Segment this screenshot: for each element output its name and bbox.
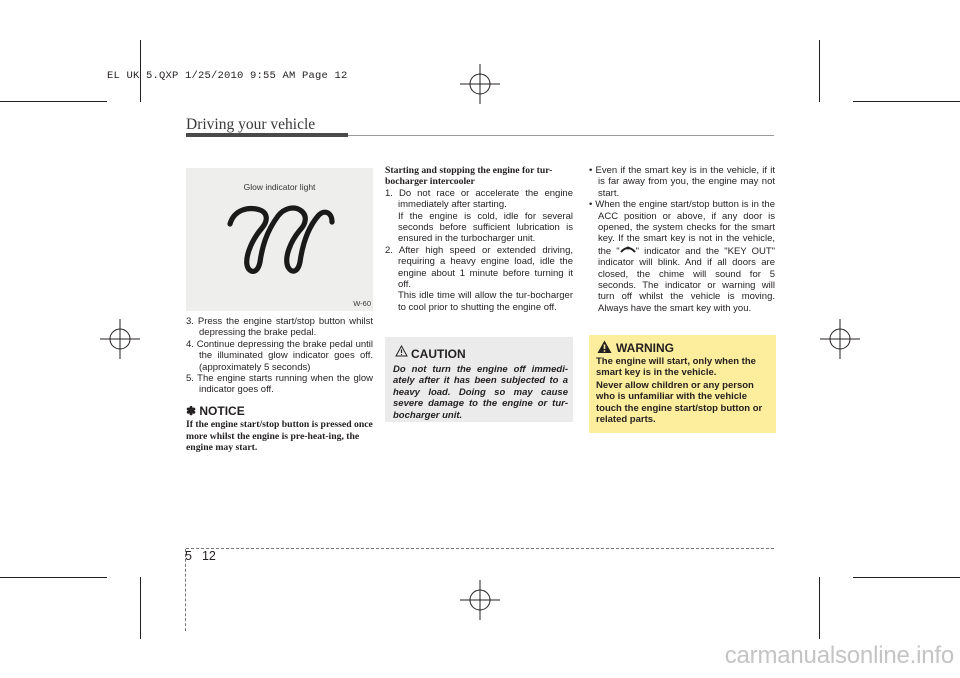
crop-mark [853,577,960,578]
left-column [186,316,373,454]
warning-text [596,356,772,425]
caution-heading: CAUTION [411,347,466,361]
turbo-item-2: 2. After high speed or extended driving, requiring a heavy engine load, idle the engine about 1 minute before turning it off. [385,244,573,291]
watermark-text: carmanualsonline.info [724,642,954,669]
crop-mark [853,101,960,102]
bullet-item: • Even if the smart key is in the vehicle, if it is far away from you, the engine may not start. [589,165,775,199]
bullet-2-text-b: " indicator and the "KEY OUT" indicator will blink. And if all doors are closed, the chime will sound for 5 seconds. The indicator or warning will turn off whilst the vehicle is moving. Always have the smart key with you. [598,245,775,314]
crop-mark [0,577,107,578]
glow-indicator-figure [186,168,373,311]
step-3: 3. Press the engine start/stop button whilst depressing the brake pedal. [186,316,373,339]
caution-text: Do not turn the engine off immedi-ately after it has been subjected to a heavy load. Doing so may cause severe damage to the engine or tur-bocharger unit. [393,364,568,421]
notice-heading: ✽ NOTICE [186,403,245,418]
chapter-number: 5 [185,549,192,563]
registration-mark-icon [460,580,500,620]
step-4: 4. Continue depressing the brake pedal until the illuminated glow indicator goes off. (approximately 5 seconds) [186,338,373,373]
key-indicator-icon [620,245,636,254]
middle-column [385,165,573,313]
notice-text: If the engine start/stop button is pressed once more whilst the engine is pre-heat-ing, the engine may start. [186,419,373,454]
crop-mark [0,101,107,102]
glow-plug-coil-icon [226,202,336,276]
section-title: Driving your vehicle [186,116,316,133]
warning-line-1: The engine will start, only when the smart key is in the vehicle. [596,356,756,379]
turbo-item-1-note: If the engine is cold, idle for several seconds before sufficient lubrication is ensured in the turbocharger unit. [398,210,573,245]
figure-code: W-60 [353,299,371,308]
caution-triangle-icon [395,345,408,357]
crop-mark [140,577,141,639]
caution-box [385,337,573,422]
registration-mark-icon [820,319,860,359]
turbo-item-2-note: This idle time will allow the tur-bocharger to cool prior to shutting the engine off. [398,290,573,313]
figure-caption: Glow indicator light [243,182,316,192]
header-rule-accent [186,133,348,137]
registration-mark-icon [100,319,140,359]
crop-mark [819,40,820,102]
bullet-1-text: Even if the smart key is in the vehicle, if it is far away from you, the engine may not start. [595,165,775,199]
prepress-slug: EL UK 5.QXP 1/25/2010 9:55 AM Page 12 [107,70,348,82]
warning-heading: WARNING [616,341,674,355]
warning-box [589,335,776,433]
right-column [589,165,775,314]
page-index: 12 [201,549,216,563]
crop-mark [819,577,820,639]
turbo-item-1: 1. Do not race or accelerate the engine immediately after starting. [385,187,573,211]
turbo-heading: Starting and stopping the engine for tur-bocharger intercooler [385,165,553,188]
registration-mark-icon [460,64,500,104]
bullet-item: • When the engine start/stop button is in the ACC position or above, if any door is opened, the system checks for the smart key. If the smart key is not in the vehicle, the " " indicator and the "KEY OUT" indicator will blink. And if all doors are closed, the chime will sound for 5 seconds. The indicator or warning will turn off whilst the vehicle is moving. Always have the smart key with you. [589,199,775,314]
warning-line-2: Never allow children or any person who is unfamiliar with the vehicle touch the engine start/stop button or related parts. [596,379,763,426]
warning-triangle-icon [597,340,612,354]
footer-rule [186,548,774,549]
page-number [186,549,216,563]
step-5: 5. The engine starts running when the glow indicator goes off. [186,373,373,396]
bullet-2-text-a: When the engine start/stop button is in the ACC position or above, if any door is opened, the system checks for the smart key. If the smart key is not in the vehicle, the " [595,199,775,257]
